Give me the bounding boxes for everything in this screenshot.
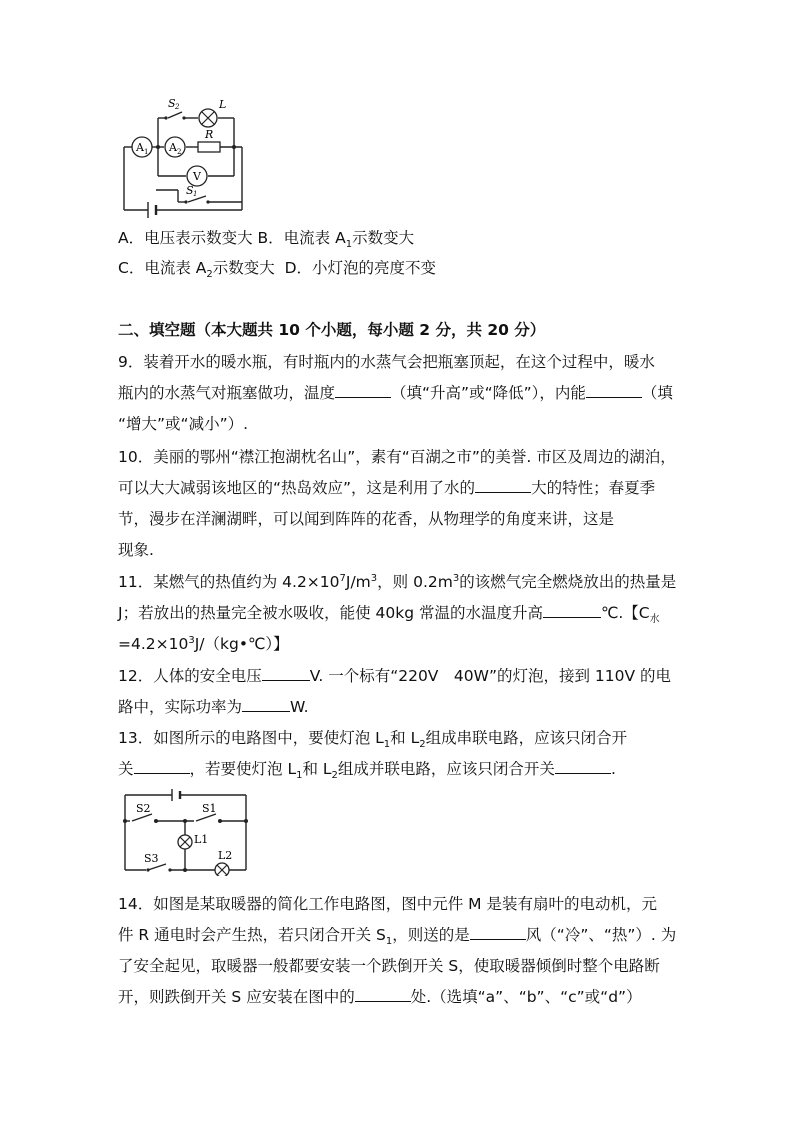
q9-text-c: （填: [641, 384, 673, 402]
label-a1-sub: 1: [144, 148, 149, 156]
q14-text-c: 风（“冷”、“热”）. 为: [525, 926, 677, 944]
q13-sub-1: 1: [383, 739, 391, 751]
q9-line2: [118, 383, 673, 403]
q9-blank-1[interactable]: [335, 383, 391, 398]
q13-text-b: 和 L: [390, 729, 420, 747]
q13-text-h: .: [610, 760, 616, 778]
label-a2-sub: 2: [177, 148, 182, 156]
option-c: C．电流表 A: [118, 259, 207, 277]
q11-text-e: J；若放出的热量完全被水吸收，能使 40kg 常温的水温度升高: [118, 604, 543, 622]
options-line-cd: [118, 258, 437, 281]
circuit-diagram-1: [118, 92, 248, 220]
q14-line1: 14．如图是某取暖器的简化工作电路图，图中元件 M 是装有扇叶的电动机，元: [118, 895, 657, 913]
q10-line1: 10．美丽的鄂州“襟江抱湖枕名山”，素有“百湖之市”的美誉. 市区及周边的湖泊，: [118, 448, 676, 466]
label-s1: S: [186, 184, 194, 197]
q12-line2: [118, 697, 309, 717]
option-a-b: A．电压表示数变大 B．电流表 A: [118, 229, 346, 247]
q11-sup-3: 3: [452, 572, 460, 584]
q10-line2: [118, 478, 655, 498]
option-d: D．小灯泡的亮度不变: [284, 259, 437, 277]
label-lamp: L: [219, 98, 227, 111]
q13-blank-1[interactable]: [134, 759, 190, 774]
q14-sub-1: 1: [385, 936, 393, 948]
q11-sub-water: 水: [649, 614, 660, 626]
q13-text-f: 和 L: [302, 760, 332, 778]
q14-line2: [118, 925, 677, 948]
q13-text-c: 组成串联电路，应该只闭合开: [425, 729, 628, 747]
section-heading: 二、填空题（本大题共 10 个小题，每小题 2 分，共 20 分）: [118, 321, 546, 339]
q10-text-b: 大的特性；春夏季: [531, 479, 656, 497]
q11-text-b: J/m: [345, 573, 371, 591]
q13-sub-4: 2: [331, 770, 338, 782]
q10-line3: 节，漫步在洋澜湖畔，可以闻到阵阵的花香，从物理学的角度来讲，这是: [118, 510, 615, 528]
q13-text-g: 组成并联电路，应该只闭合开关: [337, 760, 555, 778]
label-s3: S3: [144, 852, 159, 865]
label-s2: S: [168, 97, 176, 110]
q14-blank-1[interactable]: [470, 925, 526, 940]
q11-line3: [118, 634, 289, 654]
q13-sub-2: 2: [419, 739, 426, 751]
q14-text-d: 开，则跌倒开关 S 应安装在图中的: [118, 988, 355, 1006]
q14-line4: [118, 987, 642, 1007]
q11-text-c: ，则 0.2m: [377, 573, 453, 591]
q11-blank-1[interactable]: [543, 603, 601, 618]
label-l1: L1: [194, 833, 209, 846]
q11-line2: [118, 603, 660, 626]
label-a2: A: [169, 141, 177, 154]
q11-text-d: 的该燃气完全燃烧放出的热量是: [459, 573, 677, 591]
label-l2: L2: [218, 849, 233, 862]
q14-text-a: 件 R 通电时会产生热，若只闭合开关 S: [118, 926, 386, 944]
q13-sub-3: 1: [296, 770, 303, 782]
label-s1: S1: [202, 802, 217, 815]
label-s2: S2: [136, 802, 151, 815]
q14-blank-2[interactable]: [355, 987, 411, 1002]
q9-blank-2[interactable]: [586, 383, 642, 398]
q11-sup-2: 3: [370, 572, 378, 584]
q13-text-a: 13．如图所示的电路图中，要使灯泡 L: [118, 729, 384, 747]
label-s1-sub: 1: [193, 190, 198, 198]
q12-text-a: 12．人体的安全电压: [118, 667, 262, 685]
q13-text-e: ，若要使灯泡 L: [189, 760, 297, 778]
q13-line1: [118, 728, 628, 751]
label-resistor: R: [205, 128, 214, 141]
q10-blank-1[interactable]: [475, 478, 531, 493]
label-a1: A: [136, 141, 144, 154]
option-b-sub: 1: [345, 239, 353, 251]
q13-line2: [118, 759, 616, 782]
q11-line1: [118, 572, 676, 592]
q14-text-b: ，则送的是: [392, 926, 470, 944]
q10-line4: 现象.: [118, 541, 154, 559]
q11-text-g: =4.2×10: [118, 635, 189, 653]
q12-blank-2[interactable]: [242, 697, 290, 712]
q9-line1: 9．装着开水的暖水瓶，有时瓶内的水蒸气会把瓶塞顶起，在这个过程中，暖水: [118, 353, 655, 371]
q14-line3: 了安全起见，取暖器一般都要安装一个跌倒开关 S，使取暖器倾倒时整个电路断: [118, 957, 660, 975]
q12-blank-1[interactable]: [262, 666, 310, 681]
q14-text-e: 处.（选填“a”、“b”、“c”或“d”）: [410, 988, 642, 1006]
option-c-tail: 示数变大: [212, 259, 275, 277]
option-b-tail: 示数变大: [352, 229, 415, 247]
label-voltmeter: V: [193, 170, 201, 183]
q11-text-h: J/（kg•℃）】: [194, 635, 289, 653]
q10-text-a: 可以大大减弱该地区的“热岛效应”，这是利用了水的: [118, 479, 476, 497]
q12-text-c: 路中，实际功率为: [118, 698, 243, 716]
q12-text-d: W.: [290, 698, 309, 716]
q9-text-b: （填“升高”或“降低”），内能: [391, 384, 586, 402]
q12-text-b: V. 一个标有“220V 40W”的灯泡，接到 110V 的电: [309, 667, 672, 685]
q9-text-a: 瓶内的水蒸气对瓶塞做功，温度: [118, 384, 336, 402]
option-c-sub: 2: [206, 269, 213, 281]
q9-line3: “增大”或“减小”）.: [118, 415, 249, 433]
circuit-diagram-2: [118, 788, 254, 876]
label-s2-sub: 2: [175, 103, 180, 111]
q12-line1: [118, 666, 671, 686]
q13-text-d: 关: [118, 760, 134, 778]
q11-sup-4: 3: [188, 634, 195, 646]
q11-text-a: 11．某燃气的热值约为 4.2×10: [118, 573, 340, 591]
q11-text-f: ℃.【C: [600, 604, 650, 622]
q11-sup-1: 7: [339, 572, 346, 584]
options-line-ab: [118, 228, 415, 251]
q13-blank-2[interactable]: [555, 759, 611, 774]
